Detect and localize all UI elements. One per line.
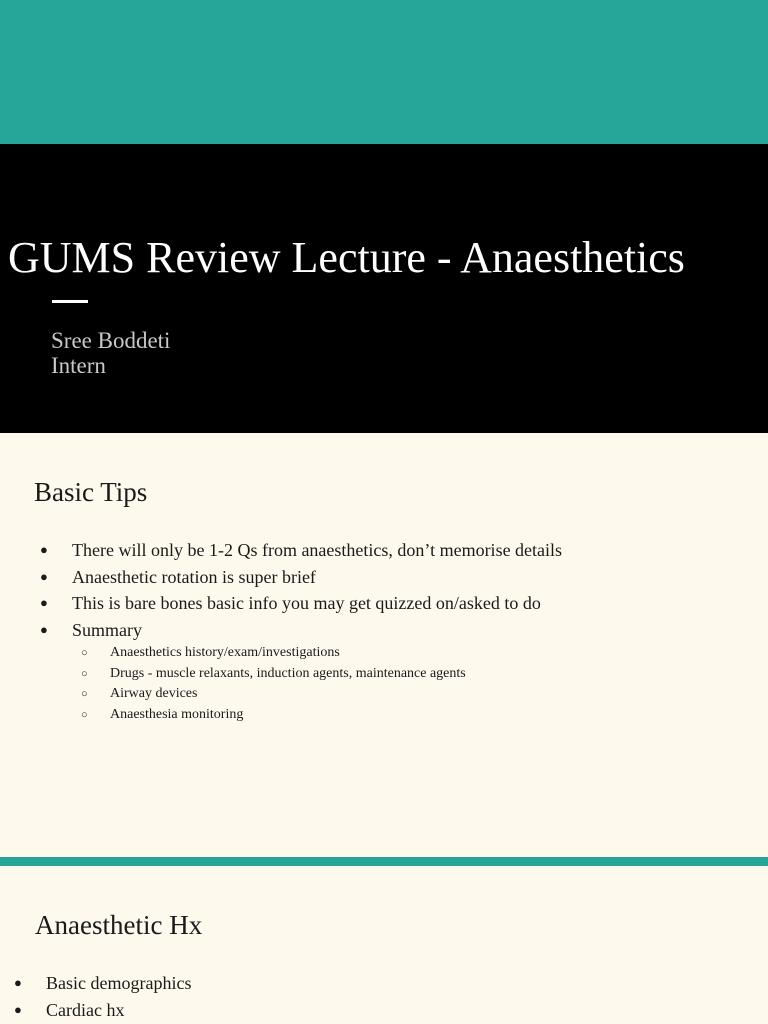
title-slide: [0, 0, 768, 433]
sub-list-item: ○ Anaesthesia monitoring: [72, 705, 562, 726]
slide-heading: Anaesthetic Hx: [35, 910, 203, 940]
sub-list-item: ○ Airway devices: [72, 684, 562, 705]
list-item: ● Anaesthetic rotation is super brief: [34, 564, 562, 591]
tips-list: [34, 537, 562, 725]
sub-list-item: ○ Drugs - muscle relaxants, induction agents, maintenance agents: [72, 664, 562, 685]
hx-list: [14, 970, 191, 1023]
list-item: ● Basic demographics: [14, 970, 191, 997]
list-item: ● Cardiac hx: [14, 997, 191, 1024]
list-item: ● There will only be 1-2 Qs from anaesthetics, don’t memorise details: [34, 537, 562, 564]
presenter-name: Sree Boddeti: [51, 328, 171, 353]
basic-tips-slide: [0, 433, 768, 857]
title-divider: [52, 300, 88, 303]
presenter-info: [51, 328, 170, 378]
presenter-role: Intern: [51, 353, 106, 378]
title-accent-band: [0, 0, 768, 144]
presentation-title: GUMS Review Lecture - Anaesthetics: [8, 233, 685, 282]
list-item: ● This is bare bones basic info you may get quizzed on/asked to do: [34, 590, 562, 617]
sub-list-item: ○ Anaesthetics history/exam/investigations: [72, 643, 562, 664]
list-item: [34, 617, 562, 726]
slide-separator: [0, 857, 768, 866]
summary-sublist: [72, 643, 562, 725]
anaesthetic-hx-slide: [0, 866, 768, 1024]
list-item-label: Summary: [72, 619, 142, 640]
slide-heading: Basic Tips: [34, 477, 148, 507]
